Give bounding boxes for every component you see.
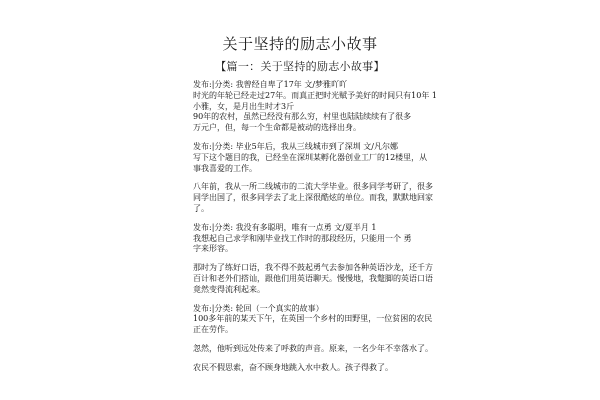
section-title: 【篇一：关于坚持的励志小故事】 (215, 60, 385, 73)
paragraph (193, 141, 428, 174)
text-line: 那时为了练好口语，我不得不鼓起勇气去参加各种英语沙龙，还千方 (193, 263, 433, 273)
text-line: 90年的农村，虽然已经没有那么穷，村里也陆陆续续有了很多 (193, 112, 412, 122)
text-line: 小雅，女，是月出生时才3斤 (193, 101, 295, 111)
text-line: 事我喜爱的工作。 (193, 163, 257, 173)
text-line: 发布:|分类: 我曾经自卑了17年 文/梦雅吖吖 (193, 80, 348, 89)
text-line: 了。 (193, 203, 209, 213)
text-line: 发布:|分类: 轮回（一个真实的故事） (193, 303, 324, 313)
text-line: 时光的年轮已经走过27年。而真正把时光赋予美好的时间只有10年 1 (193, 90, 437, 100)
text-line: 写下这个题目的我，已经坐在深圳某孵化器创业工厂的12楼里，从 (193, 152, 428, 162)
text-line: 100多年前的某天下午，在英国一个乡村的田野里，一位贫困的农民 (193, 314, 433, 324)
text-line: 字来形容。 (193, 244, 233, 254)
text-line: 同学出国了，很多同学去了北上深很酷炫的单位。而我，默默地回家 (193, 193, 433, 203)
text-line: 竟然变得流利起来。 (193, 284, 265, 294)
paragraph (193, 363, 398, 374)
paragraph (193, 303, 433, 336)
paragraph (193, 343, 433, 355)
paragraph (193, 222, 412, 255)
text-line: 我想起自己求学和刚毕业找工作时的那段经历，只能用一个 勇 (193, 233, 412, 243)
paragraph (193, 182, 433, 214)
paragraph (193, 80, 437, 134)
paragraph (193, 263, 433, 295)
text-line: 万元户，但，每一个生命都是被动的选择出身。 (193, 123, 361, 133)
text-line: 八年前，我从一所二线城市的二流大学毕业。很多同学考研了，很多 (193, 182, 433, 192)
document-body (193, 80, 437, 382)
text-line: 农民不假思索，奋不顾身地跳入水中救人。孩子得救了。 (193, 362, 393, 372)
text-line: 百计和老外们搭讪，跟他们用英语聊天。慢慢地，我蹩脚的英语口语 (193, 273, 433, 283)
text-line: 发布:|分类: 毕业5年后，我从三线城市到了深圳 文/凡尔娜 (193, 141, 398, 151)
text-line: 发布:|分类: 我没有多聪明，唯有一点勇 文/夏半月 1 (193, 222, 377, 232)
text-line: 忽然，他听到远处传来了呼救的声音。原来，一名少年不幸落水了。 (193, 343, 433, 353)
text-line: 正在劳作。 (193, 325, 233, 335)
document-title: 关于坚持的励志小故事 (222, 35, 378, 53)
